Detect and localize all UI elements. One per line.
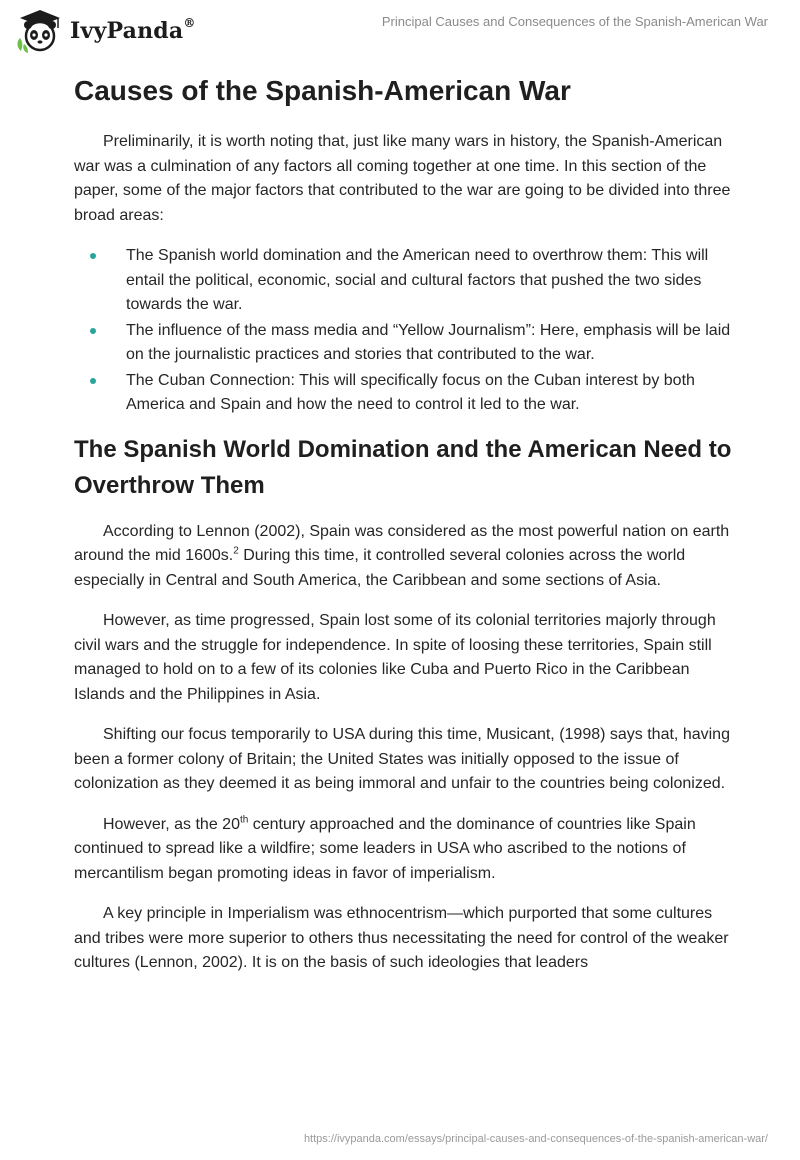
running-title: Principal Causes and Consequences of the Spanish-American War — [381, 14, 768, 29]
paragraph-text: However, as the 20 — [103, 815, 240, 833]
paragraph-text: During this time, it controlled several colonies across the world especially in Central and South America, the Caribbean and some sections of Asia. — [74, 547, 686, 589]
page-header — [0, 0, 800, 60]
section-heading-domination: The Spanish World Domination and the American Need to Overthrow Them — [74, 435, 732, 499]
list-item-text: The Spanish world domination and the American need to overthrow them: This will entail the political, economic, social and cultural factors that pushed the two sides towards the war. — [126, 247, 709, 313]
paragraph-20th-century — [74, 813, 734, 887]
list-item-text: The Cuban Connection: This will specifically focus on the Cuban interest by both America and Spain and how the need to control it led to the war. — [126, 371, 695, 413]
brand-name — [70, 18, 196, 44]
bullet-dot-icon — [90, 253, 96, 259]
list-item — [74, 369, 734, 418]
paragraph-colonial-losses: However, as time progressed, Spain lost some of its colonial territories majorly through civil wars and the struggle for independence. In spite of loosing these territories, Spain still managed to hold on to a few of its colonies like Cuba and Puerto Rico in the Caribbean Islands and the Philippines in Asia. — [74, 612, 716, 703]
intro-paragraph: Preliminarily, it is worth noting that, just like many wars in history, the Spanish-American war was a culmination of any factors all coming together at one time. In this section of the paper, some of the major factors that contributed to the war are going to be divided into three broad areas: — [74, 133, 731, 224]
footnote-marker[interactable]: 2 — [233, 545, 239, 557]
list-item-text: The influence of the mass media and “Yellow Journalism”: Here, emphasis will be laid on the journalistic practices and stories that contributed to the war. — [126, 321, 731, 363]
brand-text: IvyPanda — [70, 18, 184, 44]
bullet-dot-icon — [90, 328, 96, 334]
list-item — [74, 244, 734, 318]
paragraph-text: century approached and the dominance of countries like Spain continued to spread like a wildfire; some leaders in USA who ascribed to the notions of mercantilism began promoting ideas in favor of imperialism. — [74, 815, 696, 882]
paragraph-lennon — [74, 520, 734, 594]
source-url[interactable]: https://ivypanda.com/essays/principal-causes-and-consequences-of-the-spanish-american-war/ — [303, 1133, 768, 1145]
essay-content — [74, 72, 734, 992]
list-item — [74, 319, 734, 368]
ordinal-suffix: th — [239, 814, 249, 826]
factor-list — [74, 244, 734, 418]
paragraph-text: According to Lennon (2002), Spain was considered as the most powerful nation on earth around the mid 1600s. — [74, 522, 730, 564]
bullet-dot-icon — [90, 378, 96, 384]
section-heading-causes: Causes of the Spanish-American War — [74, 75, 571, 106]
paragraph-usa-focus: Shifting our focus temporarily to USA during this time, Musicant, (1998) says that, having been a former colony of Britain; the United States was initially opposed to the issue of colonization as they deemed it as being immoral and unfair to the countries being colonized. — [74, 726, 730, 792]
ivypanda-logo[interactable] — [14, 8, 196, 54]
registered-mark: ® — [183, 16, 196, 30]
panda-graduate-icon — [14, 8, 66, 54]
paragraph-ethnocentrism: A key principle in Imperialism was ethnocentrism—which purported that some cultures and tribes were more superior to others thus necessitating the need for control of the weaker cultures (Lennon, 2002). It is on the basis of such ideologies that leaders — [74, 905, 729, 971]
